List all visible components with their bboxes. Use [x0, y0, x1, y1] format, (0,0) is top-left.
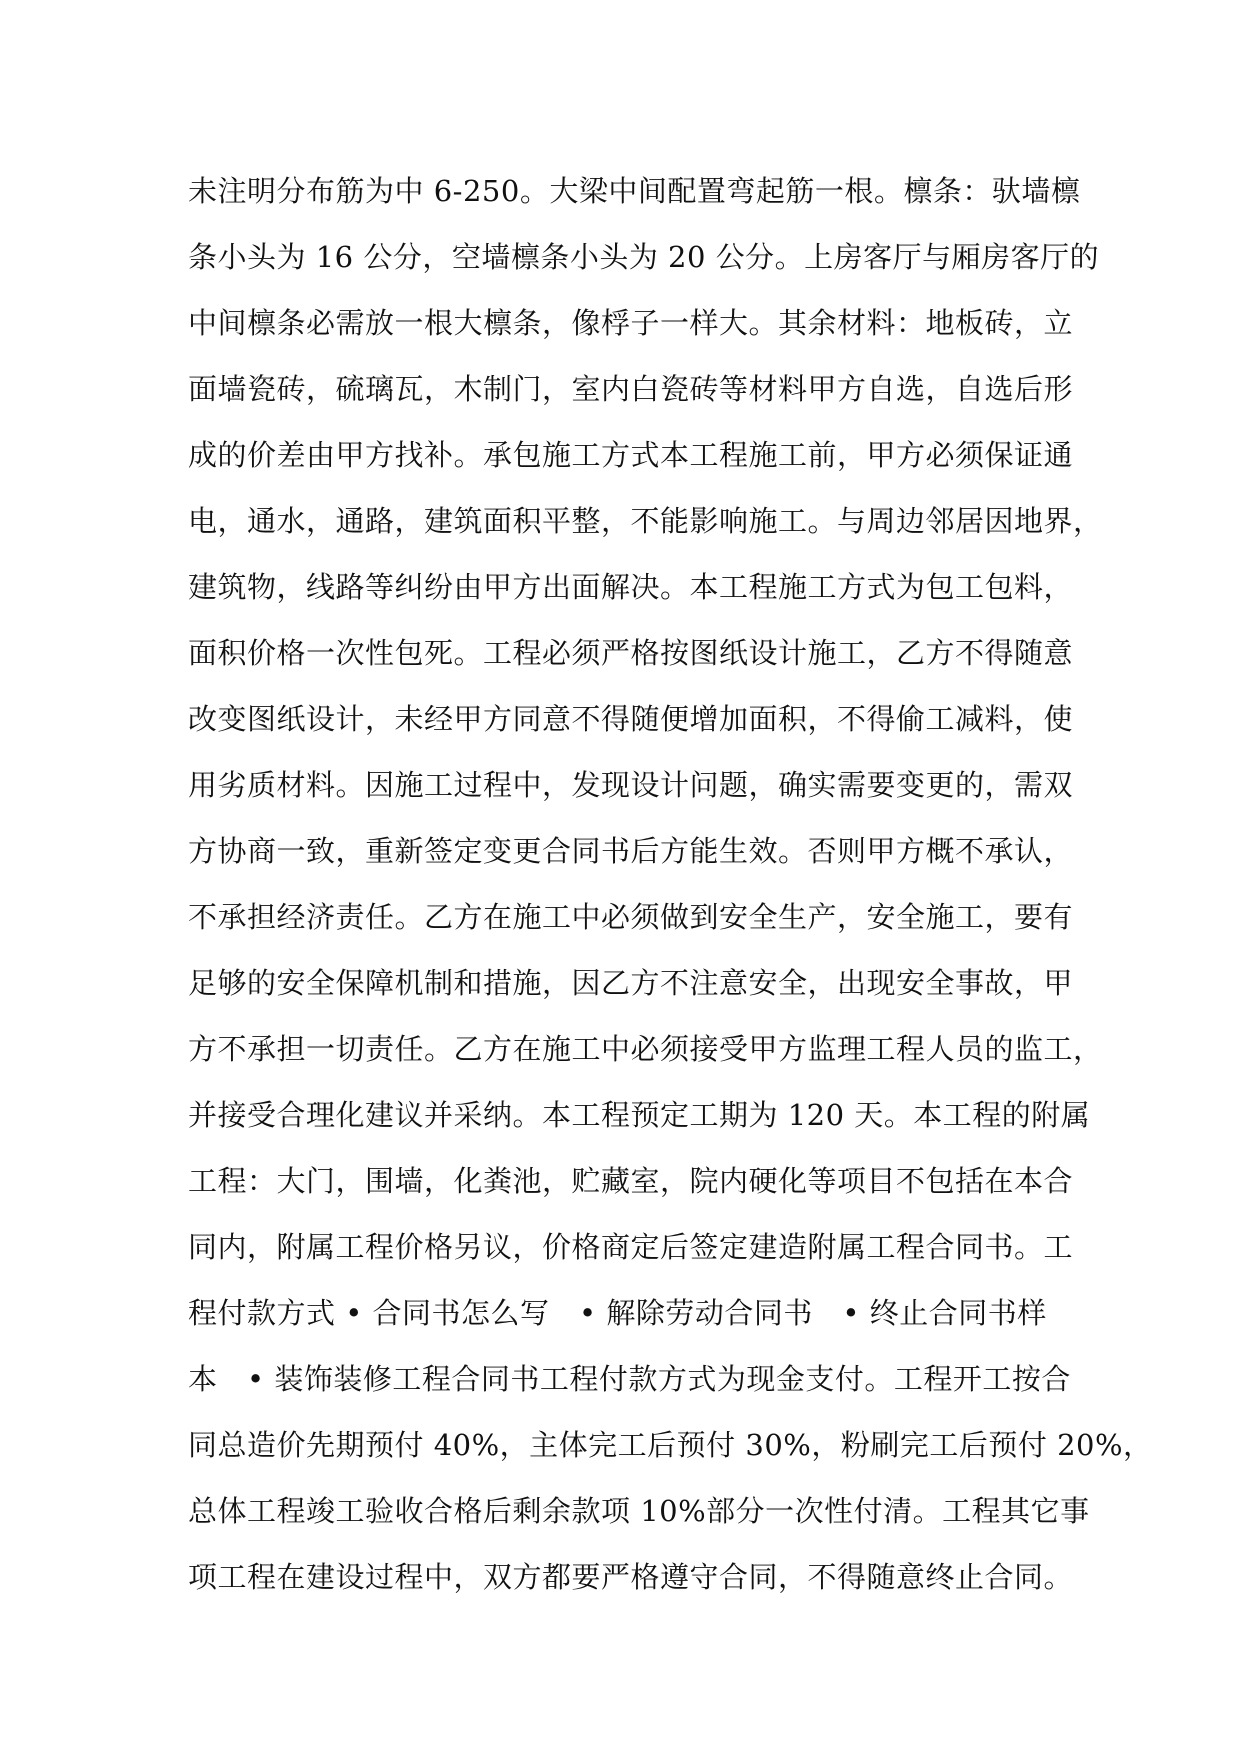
text-line: 方协商一致，重新签定变更合同书后方能生效。否则甲方概不承认，: [188, 834, 1074, 868]
text-line: 未注明分布筋为中 6-250。大梁中间配置弯起筋一根。檩条：驮墙檩: [188, 174, 1081, 208]
text-line: 同内，附属工程价格另议，价格商定后签定建造附属工程合同书。工: [188, 1230, 1074, 1264]
text-line: 条小头为 16 公分，空墙檩条小头为 20 公分。上房客厅与厢房客厅的: [188, 240, 1100, 274]
text-line: 并接受合理化建议并采纳。本工程预定工期为 120 天。本工程的附属: [188, 1098, 1091, 1132]
text-line: 不承担经济责任。乙方在施工中必须做到安全生产，安全施工，要有: [188, 900, 1074, 934]
text-line: 改变图纸设计，未经甲方同意不得随便增加面积，不得偷工减料，使: [188, 702, 1074, 736]
text-line: 用劣质材料。因施工过程中，发现设计问题，确实需要变更的，需双: [188, 768, 1074, 802]
text-line: 项工程在建设过程中，双方都要严格遵守合同，不得随意终止合同。: [188, 1560, 1074, 1594]
text-line: 足够的安全保障机制和措施，因乙方不注意安全，出现安全事故，甲: [188, 966, 1074, 1000]
body-text: [188, 158, 1153, 1610]
text-line: 方不承担一切责任。乙方在施工中必须接受甲方监理工程人员的监工，: [188, 1032, 1103, 1066]
text-line: 面墙瓷砖，硫璃瓦，木制门，室内白瓷砖等材料甲方自选，自选后形: [188, 372, 1074, 406]
text-line: 工程：大门，围墙，化粪池，贮藏室，院内硬化等项目不包括在本合: [188, 1164, 1074, 1198]
text-line: 成的价差由甲方找补。承包施工方式本工程施工前，甲方必须保证通: [188, 438, 1074, 472]
text-line: 程付款方式 • 合同书怎么写 • 解除劳动合同书 • 终止合同书样: [188, 1296, 1047, 1330]
text-line: 总体工程竣工验收合格后剩余款项 10%部分一次性付清。工程其它事: [188, 1494, 1090, 1528]
text-line: 中间檩条必需放一根大檩条，像桴子一样大。其余材料：地板砖，立: [188, 306, 1074, 340]
text-line: 同总造价先期预付 40%，主体完工后预付 30%，粉刷完工后预付 20%，: [188, 1428, 1153, 1462]
text-line: 本 • 装饰装修工程合同书工程付款方式为现金支付。工程开工按合: [188, 1362, 1071, 1396]
text-line: 建筑物，线路等纠纷由甲方出面解决。本工程施工方式为包工包料，: [188, 570, 1074, 604]
text-line: 面积价格一次性包死。工程必须严格按图纸设计施工，乙方不得随意: [188, 636, 1074, 670]
text-line: 电，通水，通路，建筑面积平整，不能影响施工。与周边邻居因地界，: [188, 504, 1103, 538]
